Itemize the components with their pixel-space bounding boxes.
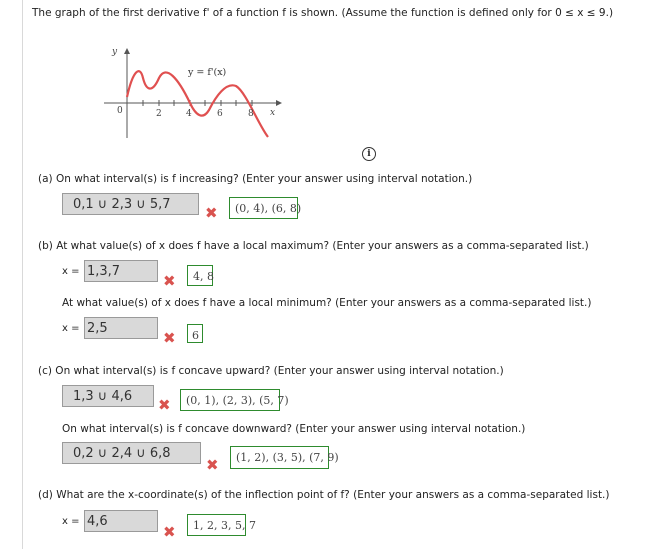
incorrect-icon: ✖ <box>163 272 176 290</box>
incorrect-icon: ✖ <box>206 456 219 474</box>
x-axis-arrow <box>276 100 282 106</box>
tick-label-6: 6 <box>217 109 223 119</box>
question-b-min: At what value(s) of x does f have a local minimum? (Enter your answers as a comma-separated list.) <box>62 297 592 309</box>
question-d: (d) What are the x-coordinate(s) of the inflection point of f? (Enter your answers as a comma-separated list.) <box>38 489 610 501</box>
question-c-down: On what interval(s) is f concave downward? (Enter your answer using interval notation.) <box>62 423 526 435</box>
derivative-graph <box>100 40 290 140</box>
incorrect-icon: ✖ <box>158 396 171 414</box>
info-icon[interactable]: i <box>362 147 376 161</box>
derivative-curve <box>127 71 268 137</box>
question-c-up: (c) On what interval(s) is f concave upward? (Enter your answer using interval notation.) <box>38 365 504 377</box>
correct-answer-d: 1, 2, 3, 5, 7 <box>187 514 246 536</box>
answer-d-input[interactable]: 4,6 <box>84 510 158 532</box>
left-border <box>22 0 23 549</box>
incorrect-icon: ✖ <box>163 329 176 347</box>
incorrect-icon: ✖ <box>205 204 218 222</box>
y-axis-arrow <box>124 48 130 54</box>
origin-label: 0 <box>117 106 123 116</box>
correct-answer-c-up: (0, 1), (2, 3), (5, 7) <box>180 389 280 411</box>
y-axis-label: y <box>112 47 118 57</box>
answer-c-down-input[interactable]: 0,2 ∪ 2,4 ∪ 6,8 <box>62 442 201 464</box>
question-b-max: (b) At what value(s) of x does f have a local maximum? (Enter your answers as a comma-separated list.) <box>38 240 589 252</box>
correct-answer-a: (0, 4), (6, 8) <box>229 197 298 219</box>
incorrect-icon: ✖ <box>163 523 176 541</box>
tick-label-4: 4 <box>186 109 192 119</box>
correct-answer-c-down: (1, 2), (3, 5), (7, 9) <box>230 446 329 469</box>
x-axis-label: x <box>270 108 276 118</box>
tick-label-2: 2 <box>156 109 162 119</box>
correct-answer-b-max: 4, 8 <box>187 265 213 286</box>
question-a: (a) On what interval(s) is f increasing? (Enter your answer using interval notation.) <box>38 173 473 185</box>
x-equals-label: x = <box>62 516 80 527</box>
curve-label: y = f'(x) <box>188 67 227 78</box>
tick-label-8: 8 <box>248 109 254 119</box>
answer-b-max-input[interactable]: 1,3,7 <box>84 260 158 282</box>
answer-a-input[interactable]: 0,1 ∪ 2,3 ∪ 5,7 <box>62 193 199 215</box>
x-equals-label: x = <box>62 323 80 334</box>
answer-c-up-input[interactable]: 1,3 ∪ 4,6 <box>62 385 154 407</box>
intro-text: The graph of the first derivative f' of a function f is shown. (Assume the function is defined only for 0 ≤ x ≤ 9.) <box>32 7 614 19</box>
answer-b-min-input[interactable]: 2,5 <box>84 317 158 339</box>
x-equals-label: x = <box>62 266 80 277</box>
correct-answer-b-min: 6 <box>187 324 203 343</box>
